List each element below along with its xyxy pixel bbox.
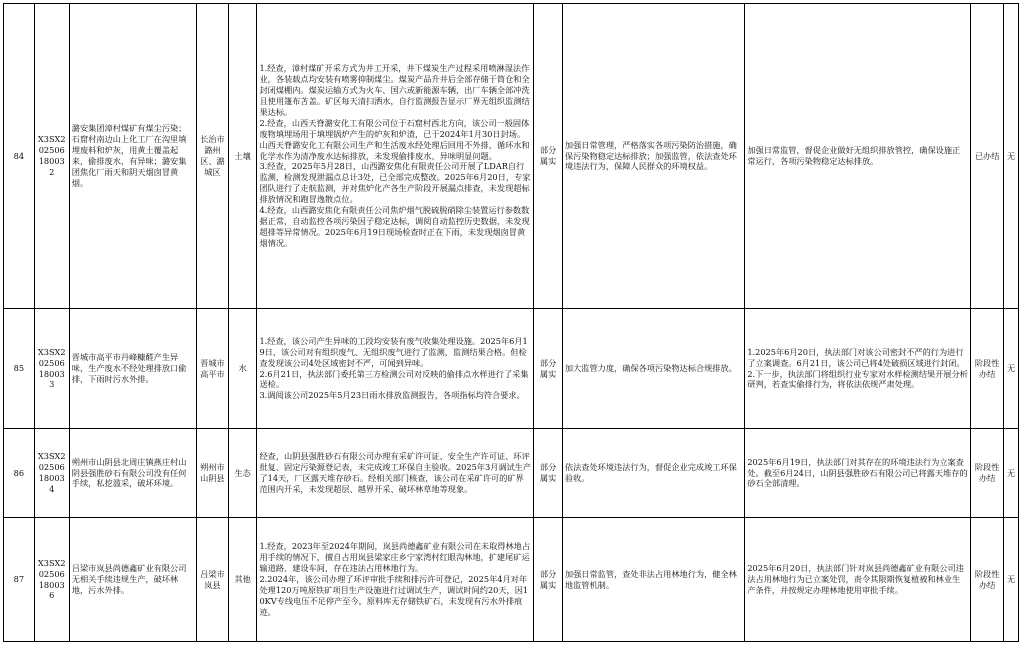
investigation-findings [257,309,534,429]
table-row [4,4,1019,309]
case-code: X3SX202506180034 [34,429,69,518]
finding-paragraph: 2.2024年，该公司办理了环评审批手续和排污许可登记，2025年4月对年处理120万吨原铁矿项目生产设施进行过调试生产，调试时间约20天，因10KV专线电压不足停产至今，原料库无存储铁矿石，未发现有污水外排痕迹。 [259,574,529,617]
completion-status: 阶段性办结 [971,309,1004,429]
pollution-type: 生态 [228,429,257,518]
completion-status: 阶段性办结 [971,429,1004,518]
verdict-cell: 部分属实 [534,429,563,518]
action-paragraph: 1.2025年6月20日，执法部门对该公司密封不严的行为进行了立案调查。6月21日，该公司已将4处破损区域进行封闭。 [747,346,965,368]
completion-status: 已办结 [971,4,1004,309]
finding-paragraph: 4.经查，山西潞安焦化有限责任公司焦炉烟气脱硫脱硝除尘装置运行参数数据正常，自动监控各项污染因子稳定达标，调阅自动监控历史数据，未发现超排等异常情况。2025年6月19日现场检查时正在下雨，未发现烟囱冒黄烟情况。 [259,205,530,248]
rectification-measures: 加强日常监管，查处非法占用林地行为，健全林地监管机制。 [562,518,744,642]
action-paragraph: 2.下一步，执法部门将组织行业专家对水样检测结果开展分析研判，若查实偷排行为，将依法依规严肃处理。 [747,368,968,390]
handling-status: 加强日常监管，督促企业做好无组织排放管控，确保设施正常运行，各项污染物稳定达标排放。 [745,4,971,309]
handling-status: 2025年6月19日，执法部门对其存在的环境违法行为立案查处。截至6月24日，山阴县强胜砂石有限公司已将露天堆存的砂石全部清理。 [745,429,971,518]
verdict-cell: 部分属实 [534,4,563,309]
location-cell: 晋城市高平市 [197,309,229,429]
accountability-cell: 无 [1004,518,1019,642]
handling-status: 2025年6月20日，执法部门针对岚县尚德鑫矿业有限公司违法占用林地行为已立案处罚，责令其限期恢复植被和林业生产条件，并按规定办理林地使用审批手续。 [745,518,971,642]
row-number: 87 [4,518,35,642]
completion-status: 阶段性办结 [971,518,1004,642]
finding-paragraph: 3.调阅该公司2025年5月23日雨水排放监测报告，各项指标均符合要求。 [259,390,525,401]
finding-paragraph: 1.经查，该公司产生异味的工段均安装有废气收集处理设施。2025年6月19日，该公司对有组织废气、无组织废气进行了监测，监测结果合格。但检查发现该公司4处区域密封不严，可闻到异味。 [259,335,528,368]
table-row [4,309,1019,429]
complaint-content: 吕梁市岚县尚德鑫矿业有限公司无相关手续违规生产，破坏林地，污水外排。 [69,518,196,642]
complaint-content: 潞安集团漳村煤矿有煤尘污染；石窟村南边山上化工厂在沟里填埋废料和炉灰，用黄土覆盖起来，偷排废水，有异味；潞安集团焦化厂雨天和阴天烟囱冒黄烟。 [69,4,196,309]
verdict-cell: 部分属实 [534,309,563,429]
accountability-cell: 无 [1004,4,1019,309]
finding-paragraph: 1.经查，2023年至2024年期间，岚县尚德鑫矿业有限公司在未取得林地占用手续的情况下，擅自占用岚县梁家庄乡宁家湾村红眼沟林地，扩建尾矿运输道路、建设车间，存在违法占用林地行为。 [259,541,531,574]
rectification-measures: 依法查处环境违法行为，督促企业完成竣工环保验收。 [562,429,744,518]
row-number: 85 [4,309,35,429]
complaint-content: 晋城市高平市丹峰糠醛产生异味，生产废水不经处理排放口偷排，下雨时污水外排。 [69,309,196,429]
finding-paragraph: 2.6月21日，执法部门委托第三方检测公司对反映的偷排点水样进行了采集送检。 [259,368,529,390]
case-code: X3SX202506180036 [34,518,69,642]
finding-paragraph: 2.经查，山西天脊潞安化工有限公司位于石窟村西北方向，该公司一般固体废物填埋场用于填埋锅炉产生的炉灰和炉渣，已于2024年1月30日封场。山西天脊潞安化工有限公司生产和生活废水经处理后回用不外排，循环水和化学水作为清净废水达标排放，未发现偷排废水、异味明显问题。 [259,117,530,161]
finding-paragraph: 1.经查，漳村煤矿开采方式为井工开采，井下煤炭生产过程采用喷淋湿法作业，各装载点均安装有喷雾抑制煤尘。煤炭产品升井后全部存储于筒仓和全封闭煤棚内。煤炭运输方式为火车、国六或新能源车辆，出厂车辆全部冲洗且使用篷布苫盖。矿区每天清扫洒水，自行监测报告显示厂界无组织监测结果达标。 [259,63,530,117]
table-row [4,429,1019,518]
finding-paragraph: 经查，山阴县强胜砂石有限公司办理有采矿许可证、安全生产许可证、环评批复、固定污染源登记表，未完成竣工环保自主验收。2025年3月调试生产了14天，厂区露天堆存砂石。经相关部门核查，该公司在采矿许可的矿界范围内开采，未发现超层、越界开采、破坏林草地等现象。 [259,451,532,494]
complaint-table [3,3,1019,642]
accountability-cell: 无 [1004,429,1019,518]
verdict-cell: 部分属实 [534,518,563,642]
pollution-type: 其他 [228,518,257,642]
rectification-measures: 加强日常管理，严格落实各项污染防治措施，确保污染物稳定达标排放；加强监管，依法查处环境违法行为，保障人民群众的环境权益。 [562,4,744,309]
finding-paragraph: 3.经查，2025年5月28日，山西潞安焦化有限责任公司开展了LDAR自行监测，检测发现泄漏点总计3处，已全部完成整改。2025年6月20日，专家团队进行了走航监测，并对焦炉化产各生产阶段开展漏点排查，未发现超标排放情况和跑冒逸散点位。 [259,161,531,205]
rectification-measures: 加大监管力度，确保各项污染物达标合规排放。 [562,309,744,429]
location-cell: 朔州市山阴县 [197,429,229,518]
handling-status [745,309,971,429]
accountability-cell: 无 [1004,309,1019,429]
case-code: X3SX202506180033 [34,309,69,429]
location-cell: 吕梁市岚县 [197,518,229,642]
pollution-type: 水 [228,309,257,429]
location-cell: 长治市潞州区、潞城区 [197,4,229,309]
investigation-findings [257,4,534,309]
case-code: X3SX202506180032 [34,4,69,309]
complaint-content: 朔州市山阴县北周庄镇燕庄村山阴县强胜砂石有限公司没有任何手续，私挖滥采，破坏环境。 [69,429,196,518]
pollution-type: 土壤 [228,4,257,309]
investigation-findings [257,518,534,642]
table-row [4,518,1019,642]
investigation-findings [257,429,534,518]
row-number: 84 [4,4,35,309]
row-number: 86 [4,429,35,518]
